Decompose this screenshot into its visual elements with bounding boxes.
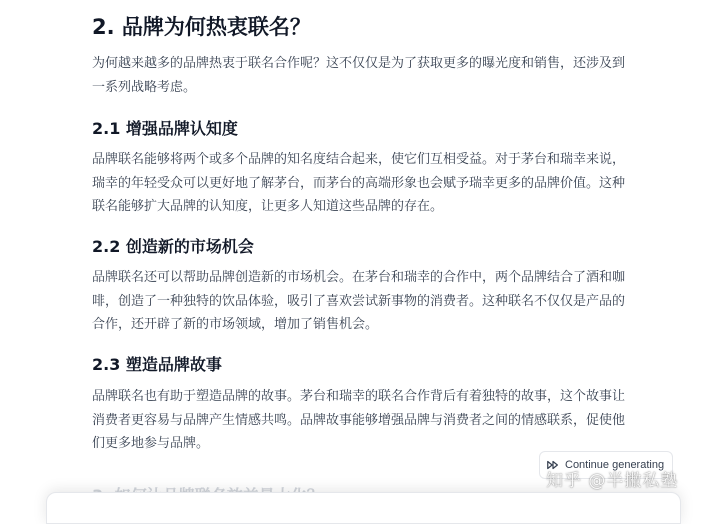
continue-generating-label: Continue generating [565,459,665,471]
section-heading: 2. 品牌为何热衷联名？ [92,15,311,39]
input-panel [46,492,681,524]
intro-paragraph: 为何越来越多的品牌热衷于联名合作呢？这不仅仅是为了获取更多的曝光度和销售，还涉及到一系列战略考虑。 [92,56,626,95]
subsection-body-brand-story: 品牌联名也有助于塑造品牌的故事。茅台和瑞幸的联名合作背后有着独特的故事，这个故事让消费者更容易与品牌产生情感共鸣。品牌故事能够增强品牌与消费者之间的情感联系，促使他们更多地参与品牌。 [92,389,626,451]
fast-forward-icon [546,458,560,472]
subsection-title-market-opportunity: 2.2 创造新的市场机会 [92,237,254,256]
subsection-body-brand-awareness: 品牌联名能够将两个或多个品牌的知名度结合起来，使它们互相受益。对于茅台和瑞幸来说，瑞幸的年轻受众可以更好地了解茅台，而茅台的高端形象也会赋予瑞幸更多的品牌价值。这种联名能够扩大品牌的认知度，让更多人知道这些品牌的存在。 [92,152,626,214]
subsection-title-brand-story: 2.3 塑造品牌故事 [92,355,222,374]
subsection-body-market-opportunity: 品牌联名还可以帮助品牌创造新的市场机会。在茅台和瑞幸的合作中，两个品牌结合了酒和咖啡，创造了一种独特的饮品体验，吸引了喜欢尝试新事物的消费者。这种联名不仅仅是产品的合作，还开辟了新的市场领域，增加了销售机会。 [92,270,626,332]
subsection-title-brand-awareness: 2.1 增强品牌认知度 [92,119,238,138]
zhihu-watermark: 知乎 @半撇私塾 [546,471,679,491]
continue-generating-button[interactable] [539,451,673,479]
